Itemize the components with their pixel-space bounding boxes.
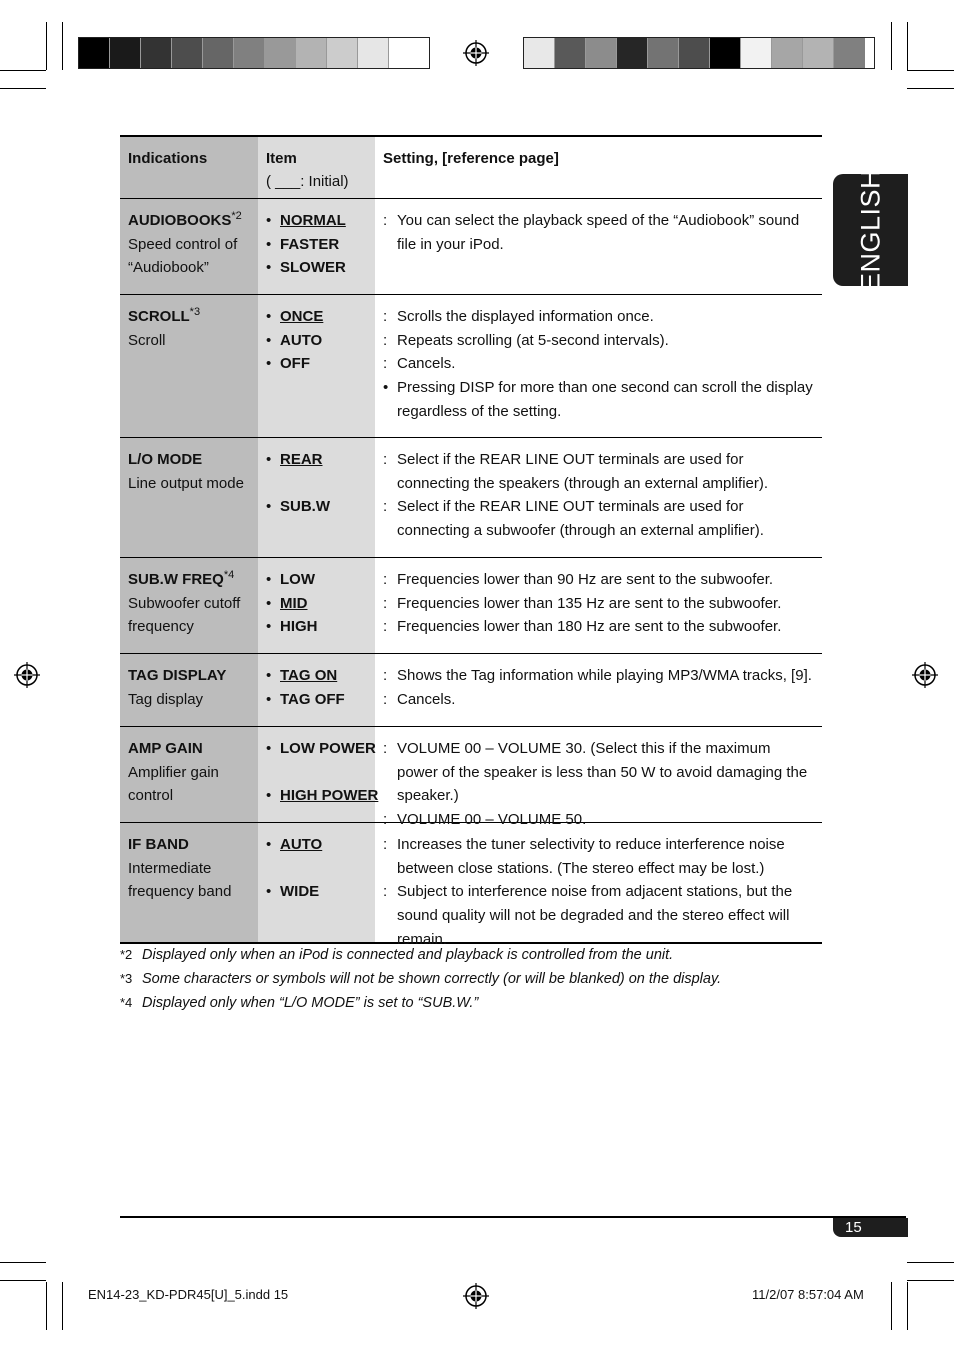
color-bar-left xyxy=(78,37,430,69)
setting-description xyxy=(383,495,814,542)
footnote xyxy=(120,993,478,1013)
color-swatch xyxy=(555,38,586,68)
header-setting xyxy=(375,137,822,198)
item-option-label: NORMAL xyxy=(280,212,346,229)
item-option: • WIDE xyxy=(266,883,320,901)
footnote-mark: *4 xyxy=(120,995,133,1010)
setting-text: Select if the REAR LINE OUT terminals are used for connecting a subwoofer (through an external amplifier). xyxy=(397,498,764,540)
crop-mark xyxy=(907,88,954,89)
item-cell xyxy=(258,295,375,437)
footnote xyxy=(120,945,673,965)
table-row xyxy=(120,199,822,295)
item-option: • HIGH xyxy=(266,618,318,636)
setting-cell xyxy=(375,438,822,557)
item-option-label: HIGH xyxy=(280,618,318,636)
indication-name-text: TAG DISPLAY xyxy=(128,667,227,684)
crop-mark xyxy=(0,1262,46,1263)
crop-mark xyxy=(62,22,63,70)
color-swatch xyxy=(265,38,296,68)
setting-text: Increases the tuner selectivity to reduce interference noise between close stations. (The stereo effect may be lost.) xyxy=(397,836,785,877)
indication-description: frequency band xyxy=(128,883,232,901)
color-swatch xyxy=(358,38,389,68)
setting-marker: : xyxy=(383,451,388,468)
color-swatch xyxy=(141,38,172,68)
setting-marker: : xyxy=(383,571,388,588)
item-cell xyxy=(258,558,375,653)
indication-description: control xyxy=(128,787,174,805)
indication-description: Speed control of xyxy=(128,235,238,253)
indication-name xyxy=(128,305,250,329)
setting-description xyxy=(383,688,814,712)
setting-text: Subject to interference noise from adjacent stations, but the sound quality will not be degraded and the stereo effect will remain. xyxy=(397,883,793,948)
setting-description xyxy=(383,615,814,639)
setting-text: VOLUME 00 – VOLUME 50. xyxy=(397,811,587,829)
item-option-label: TAG OFF xyxy=(280,690,345,708)
header-item-note: ( ___: Initial) xyxy=(266,173,349,190)
header-indications xyxy=(120,137,258,198)
setting-marker: : xyxy=(383,811,388,829)
indication-name xyxy=(128,737,250,761)
table-row xyxy=(120,823,822,948)
indication-name xyxy=(128,209,250,233)
footnote-marker: *2 xyxy=(231,210,242,222)
registration-mark-icon xyxy=(463,40,489,66)
language-tab-label: ENGLISH xyxy=(855,168,885,292)
footnote-mark: *2 xyxy=(120,947,133,962)
footer-rule xyxy=(120,1216,906,1218)
setting-description xyxy=(383,305,814,329)
indication-name-text: SUB.W FREQ xyxy=(128,571,224,588)
footnote-text: Displayed only when an iPod is connected and playback is controlled from the unit. xyxy=(142,947,674,963)
setting-marker: : xyxy=(383,331,388,349)
crop-mark xyxy=(891,22,892,70)
color-swatch xyxy=(834,38,865,68)
setting-description xyxy=(383,376,814,423)
footnote-mark: *3 xyxy=(120,971,133,986)
setting-marker: : xyxy=(383,618,388,636)
color-swatch xyxy=(524,38,555,68)
setting-marker: : xyxy=(383,308,388,325)
setting-text: Cancels. xyxy=(397,355,456,373)
color-swatch xyxy=(772,38,803,68)
setting-cell xyxy=(375,199,822,294)
item-option-label: REAR xyxy=(280,451,323,468)
indication-description: Scroll xyxy=(128,331,166,349)
registration-mark-icon xyxy=(14,662,40,688)
setting-text: Cancels. xyxy=(397,690,456,708)
setting-description xyxy=(383,329,814,353)
indication-description: Tag display xyxy=(128,690,204,708)
settings-table xyxy=(120,135,822,948)
crop-mark xyxy=(46,1282,47,1330)
setting-description xyxy=(383,664,814,688)
indication-cell xyxy=(120,654,258,726)
indication-cell xyxy=(120,823,258,942)
item-option: • SUB.W xyxy=(266,498,330,516)
item-option-label: AUTO xyxy=(280,331,323,349)
item-cell xyxy=(258,823,375,942)
item-option: • LOW POWER xyxy=(266,740,376,757)
indication-cell xyxy=(120,199,258,294)
setting-text: Frequencies lower than 135 Hz are sent to the subwoofer. xyxy=(397,594,782,612)
setting-text: Repeats scrolling (at 5-second intervals). xyxy=(397,331,669,349)
item-option: • FASTER xyxy=(266,235,340,253)
item-option-label: HIGH POWER xyxy=(280,787,379,805)
setting-marker: : xyxy=(383,836,388,853)
language-tab xyxy=(833,168,908,292)
color-swatch xyxy=(741,38,772,68)
item-option: • AUTO xyxy=(266,836,323,853)
color-swatch xyxy=(586,38,617,68)
registration-mark-icon xyxy=(463,1283,489,1309)
table-row xyxy=(120,727,822,829)
setting-marker: : xyxy=(383,212,388,229)
indication-name-text: AUDIOBOOKS xyxy=(128,212,232,229)
setting-marker: : xyxy=(383,355,388,373)
color-swatch xyxy=(617,38,648,68)
item-option-label: OFF xyxy=(280,355,310,373)
footnote-text: Displayed only when “L/O MODE” is set to “SUB.W.” xyxy=(142,995,479,1011)
item-option: • NORMAL xyxy=(266,212,346,229)
setting-marker: : xyxy=(383,740,388,757)
indication-description: Line output mode xyxy=(128,474,244,492)
color-swatch xyxy=(389,38,420,68)
crop-mark xyxy=(907,70,954,71)
indication-description: Subwoofer cutoff xyxy=(128,594,241,612)
item-option: • TAG OFF xyxy=(266,690,345,708)
color-swatch xyxy=(679,38,710,68)
crop-mark xyxy=(0,70,46,71)
indication-description: “Audiobook” xyxy=(128,259,209,277)
header-item-label: Item xyxy=(266,150,297,167)
indication-cell xyxy=(120,558,258,653)
item-option: • MID xyxy=(266,594,308,612)
setting-text: You can select the playback speed of the “Audiobook” sound file in your iPod. xyxy=(397,212,800,253)
color-swatch xyxy=(79,38,110,68)
indication-name xyxy=(128,833,250,857)
indication-description: Intermediate xyxy=(128,859,212,877)
color-swatch xyxy=(296,38,327,68)
item-cell xyxy=(258,438,375,557)
color-swatch xyxy=(203,38,234,68)
indication-name-text: AMP GAIN xyxy=(128,740,203,757)
crop-mark xyxy=(62,1282,63,1330)
setting-text: Scrolls the displayed information once. xyxy=(397,308,654,325)
table-header-row xyxy=(120,137,822,199)
item-option: • SLOWER xyxy=(266,259,346,277)
setting-cell xyxy=(375,558,822,653)
indication-name xyxy=(128,664,250,688)
slug-file: EN14-23_KD-PDR45[U]_5.indd 15 xyxy=(88,1287,289,1302)
crop-mark xyxy=(46,22,47,70)
crop-mark xyxy=(0,88,46,89)
item-option: • ONCE xyxy=(266,308,324,325)
color-swatch xyxy=(234,38,265,68)
table-row xyxy=(120,558,822,654)
indication-description: frequency xyxy=(128,618,194,636)
setting-cell xyxy=(375,727,822,829)
crop-mark xyxy=(891,1282,892,1330)
table-row xyxy=(120,295,822,438)
indication-name-text: IF BAND xyxy=(128,836,189,853)
indication-name-text: SCROLL xyxy=(128,308,190,325)
setting-marker: : xyxy=(383,667,388,684)
setting-text: Frequencies lower than 90 Hz are sent to the subwoofer. xyxy=(397,571,774,588)
setting-text: Shows the Tag information while playing MP3/WMA tracks, [9]. xyxy=(397,667,812,684)
setting-description xyxy=(383,568,814,592)
setting-text: Pressing DISP for more than one second can scroll the display regardless of the setting. xyxy=(397,379,813,420)
setting-description xyxy=(383,352,814,376)
crop-mark xyxy=(907,22,908,70)
color-swatch xyxy=(648,38,679,68)
setting-marker: : xyxy=(383,594,388,612)
item-cell xyxy=(258,654,375,726)
setting-description xyxy=(383,448,814,495)
table-row xyxy=(120,654,822,727)
item-cell xyxy=(258,199,375,294)
item-cell xyxy=(258,727,379,822)
item-option-label: WIDE xyxy=(280,883,320,901)
item-option-label: LOW xyxy=(280,571,315,588)
color-swatch xyxy=(710,38,741,68)
item-option: • LOW xyxy=(266,571,315,588)
setting-text: Select if the REAR LINE OUT terminals are used for connecting the speakers (through an external amplifier). xyxy=(397,451,769,492)
footnote-text: Some characters or symbols will not be shown correctly (or will be blanked) on the display. xyxy=(142,971,722,987)
color-swatch xyxy=(327,38,358,68)
footnote xyxy=(120,969,721,989)
setting-cell xyxy=(375,295,822,437)
item-option: • HIGH POWER xyxy=(266,787,379,805)
item-option-label: ONCE xyxy=(280,308,324,325)
item-option-label: LOW POWER xyxy=(280,740,376,757)
item-option: • OFF xyxy=(266,355,310,373)
table-row xyxy=(120,438,822,558)
item-option-label: AUTO xyxy=(280,836,323,853)
item-option: • AUTO xyxy=(266,331,323,349)
registration-mark-icon xyxy=(912,662,938,688)
setting-cell xyxy=(375,823,822,948)
page-number: 15 xyxy=(833,1218,908,1237)
item-option-label: FASTER xyxy=(280,235,340,253)
setting-description xyxy=(383,737,814,808)
slug-datetime: 11/2/07 8:57:04 AM xyxy=(752,1287,864,1302)
color-swatch xyxy=(803,38,834,68)
item-option: • TAG ON xyxy=(266,667,338,684)
setting-cell xyxy=(375,654,822,726)
setting-marker: : xyxy=(383,883,388,901)
setting-marker: : xyxy=(383,498,388,516)
crop-mark xyxy=(907,1282,908,1330)
setting-description xyxy=(383,592,814,616)
color-swatch xyxy=(110,38,141,68)
header-item xyxy=(258,137,375,198)
indication-cell xyxy=(120,727,258,822)
indication-description: Amplifier gain xyxy=(128,763,219,781)
setting-marker: : xyxy=(383,690,388,708)
setting-marker: • xyxy=(383,379,389,397)
footnote-marker: *4 xyxy=(223,569,235,581)
setting-description xyxy=(383,209,814,256)
color-bar-right xyxy=(523,37,875,69)
setting-description xyxy=(383,833,814,880)
header-setting-label: Setting, [reference page] xyxy=(383,150,559,167)
color-swatch xyxy=(172,38,203,68)
header-indications-label: Indications xyxy=(128,150,208,167)
setting-text: Frequencies lower than 180 Hz are sent to the subwoofer. xyxy=(397,618,782,636)
item-option: • REAR xyxy=(266,451,323,468)
footnote-marker: *3 xyxy=(189,306,201,318)
indication-cell xyxy=(120,295,258,437)
indication-name-text: L/O MODE xyxy=(128,451,203,468)
indication-cell xyxy=(120,438,258,557)
crop-mark xyxy=(907,1280,954,1281)
item-option-label: TAG ON xyxy=(280,667,338,684)
indication-name xyxy=(128,448,250,472)
item-option-label: SUB.W xyxy=(280,498,330,516)
item-option-label: SLOWER xyxy=(280,259,346,277)
item-option-label: MID xyxy=(280,594,308,612)
crop-mark xyxy=(0,1280,46,1281)
indication-name xyxy=(128,568,250,592)
setting-text: VOLUME 00 – VOLUME 30. (Select this if the maximum power of the speaker is less than 50 W to avoid damaging the speaker.) xyxy=(397,740,808,805)
crop-mark xyxy=(907,1262,954,1263)
setting-description xyxy=(383,880,814,951)
